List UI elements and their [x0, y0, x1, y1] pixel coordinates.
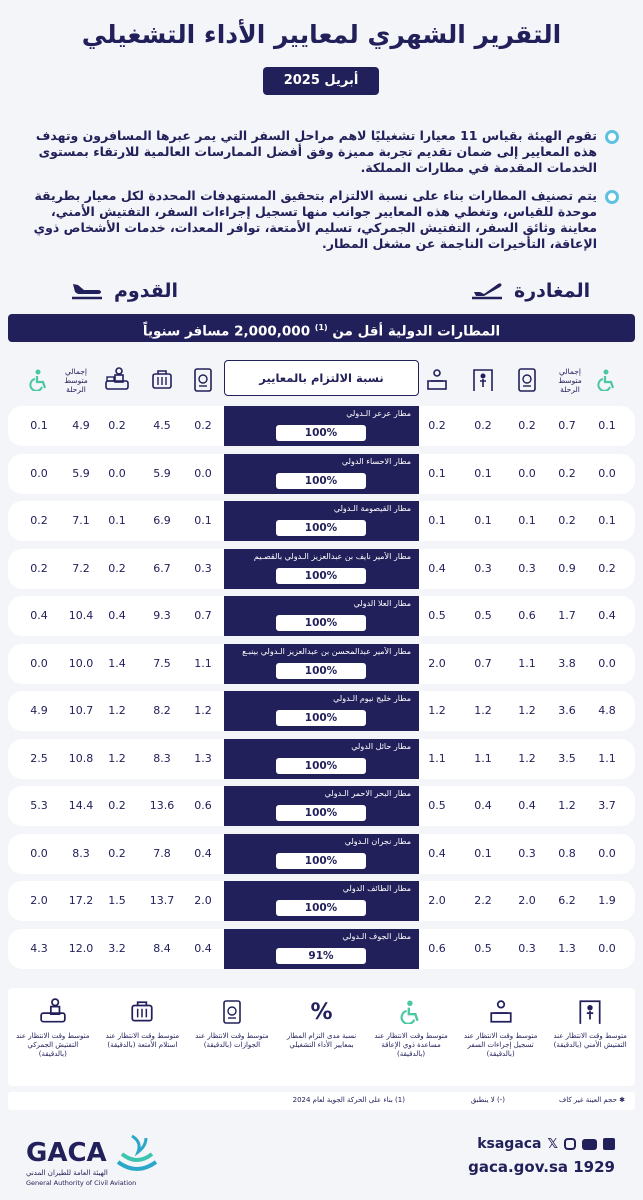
compliance-percentage: 100% — [276, 900, 366, 916]
compliance-percentage: 100% — [276, 520, 366, 536]
arr-wheelchair-header — [22, 360, 56, 400]
departure-value: 0.7 — [558, 419, 576, 432]
arrival-value: 1.1 — [194, 656, 212, 670]
departure-value: 1.1 — [428, 751, 446, 765]
arrival-value: 0.4 — [194, 941, 212, 955]
table-row — [8, 739, 635, 779]
arrival-value: 13.6 — [149, 799, 175, 812]
airport-cell — [224, 406, 419, 446]
legend-text: نسبة مدى التزام المطار بمعايير الأداء التشغيلي — [286, 1032, 357, 1049]
airport-cell — [224, 549, 419, 589]
departure-value: 0.4 — [474, 799, 492, 812]
airport-cell — [224, 644, 419, 684]
departure-value: 0.9 — [558, 561, 576, 575]
bullet-icon — [605, 190, 619, 204]
departure-value: 6.2 — [558, 894, 576, 907]
compliance-percentage: 100% — [276, 568, 366, 584]
departure-value: 3.8 — [558, 656, 576, 670]
legend-item — [461, 996, 541, 1059]
arrival-value: 3.2 — [108, 941, 126, 955]
departure-value: 3.7 — [598, 799, 616, 812]
compliance-percentage: 100% — [276, 805, 366, 821]
arrival-value: 6.9 — [153, 514, 171, 527]
airport-name: مطار الأمير نايف بن عبدالعزيز الـدولي بالقصـيم — [253, 551, 411, 561]
arrival-value: 0.2 — [30, 561, 48, 575]
legend-item — [550, 996, 630, 1050]
table-row — [8, 501, 635, 541]
arrival-value: 9.3 — [153, 609, 171, 622]
passport-icon — [192, 996, 272, 1028]
airport-name: مطار خليج نيوم الـدولي — [333, 694, 411, 703]
departure-value: 1.9 — [598, 894, 616, 907]
legend-item — [282, 996, 362, 1050]
legend-text: متوسط وقت الانتظار عند تسجيل إجراءات السفر (بالدقيقة) — [463, 1032, 538, 1058]
arrival-value: 10.7 — [68, 704, 94, 717]
departure-value: 0.6 — [428, 941, 446, 955]
departure-value: 0.2 — [474, 419, 492, 432]
arrival-value: 1.3 — [194, 751, 212, 765]
arrival-value: 7.5 — [153, 656, 171, 670]
departure-value: 0.1 — [474, 466, 492, 480]
compliance-percentage: 91% — [276, 948, 366, 964]
footer-contact — [468, 1136, 615, 1176]
wheelchair-icon — [371, 996, 451, 1028]
departure-value: 0.0 — [598, 846, 616, 860]
dep-passport-header — [510, 360, 544, 400]
departure-value: 0.2 — [518, 419, 536, 432]
arr-customs-header — [100, 360, 134, 400]
arrival-value: 0.0 — [108, 466, 126, 480]
arrival-value: 8.3 — [72, 846, 90, 860]
airport-cell — [224, 834, 419, 874]
compliance-percentage: 100% — [276, 663, 366, 679]
customs-icon — [104, 367, 130, 393]
security-icon — [471, 367, 495, 393]
arrival-value: 8.4 — [153, 941, 171, 955]
airport-cell — [224, 501, 419, 541]
arrival-value: 0.2 — [108, 846, 126, 860]
departure-value: 0.3 — [518, 561, 536, 575]
category-banner: المطارات الدولية أقل من $^{(1)}$ 2,000,000 مسافر سنوياً — [8, 314, 635, 342]
social-row: ksagaca 𝕏 — [468, 1136, 615, 1152]
arrival-value: 12.0 — [68, 941, 94, 955]
departure-value: 0.4 — [518, 799, 536, 812]
departure-value: 0.3 — [518, 941, 536, 955]
legend-text: متوسط وقت الانتظار عند التفتيش الجمركي (بالدقيقة) — [16, 1032, 90, 1058]
arrival-value: 1.2 — [194, 704, 212, 717]
airport-name: مطار القيصومة الـدولي — [333, 504, 411, 513]
bullet-icon — [605, 130, 619, 144]
departure-value: 0.2 — [428, 419, 446, 432]
departure-value: 1.1 — [598, 751, 616, 765]
legend-text: متوسط وقت الانتظار عند مساعدة ذوي الإعاقة (بالدقيقة) — [374, 1032, 448, 1058]
departure-value: 0.5 — [428, 609, 446, 622]
dep-wheelchair-header — [590, 360, 624, 400]
airport-name: مطار البحر الاحمر الـدولي — [324, 789, 411, 798]
legend-text: متوسط وقت الانتظار عند الجوازات (بالدقيقة) — [195, 1032, 269, 1049]
airport-name: مطار الأمير عبدالمحسن بن عبدالعزيز الـدولي بينبـع — [242, 646, 411, 656]
airport-cell — [224, 454, 419, 494]
table-row — [8, 454, 635, 494]
legend-panel — [8, 988, 635, 1086]
departure-value: 1.3 — [558, 941, 576, 955]
departure-value: 2.0 — [518, 894, 536, 907]
airport-cell — [224, 739, 419, 779]
arr-total-header: إجمالي متوسط الرحلة — [64, 366, 88, 394]
compliance-percentage: 100% — [276, 615, 366, 631]
table-row — [8, 596, 635, 636]
arrival-value: 10.0 — [68, 656, 94, 670]
arrival-value: 0.2 — [30, 514, 48, 527]
passport-icon — [516, 367, 538, 393]
airport-cell — [224, 596, 419, 636]
departure-value: 1.2 — [518, 751, 536, 765]
arrival-value: 5.9 — [153, 466, 171, 480]
arrival-value: 0.4 — [30, 609, 48, 622]
arrival-value: 4.9 — [30, 704, 48, 717]
arrival-value: 0.0 — [30, 656, 48, 670]
arrival-value: 13.7 — [149, 894, 175, 907]
note-na: (-) لا ينطبق — [470, 1096, 505, 1104]
airport-cell — [224, 881, 419, 921]
airport-name: مطار نجران الـدولي — [344, 836, 411, 846]
departure-value: 3.5 — [558, 751, 576, 765]
arrival-value: 0.2 — [108, 799, 126, 812]
departure-value: 0.1 — [598, 514, 616, 527]
arrival-value: 0.3 — [194, 561, 212, 575]
plane-takeoff-icon — [470, 280, 504, 302]
legend-item — [102, 996, 182, 1050]
notes-bar — [8, 1092, 635, 1110]
airport-name: مطار الطائف الدولي — [342, 884, 411, 893]
arrival-value: 0.4 — [108, 609, 126, 622]
instagram-icon[interactable] — [564, 1138, 576, 1150]
arrival-value: 1.5 — [108, 894, 126, 907]
gaca-emblem-icon — [112, 1132, 162, 1176]
departure-value: 0.4 — [428, 846, 446, 860]
baggage-icon — [102, 996, 182, 1028]
wheelchair-icon — [29, 369, 49, 391]
gaca-logo: GACA الهيئة العامة للطيران المدني General Authority of Civil Aviation — [26, 1138, 176, 1188]
departure-value: 0.6 — [518, 609, 536, 622]
airport-name: مطار الجوف الـدولي — [342, 931, 411, 941]
departure-value: 0.3 — [474, 561, 492, 575]
compliance-percentage: 100% — [276, 853, 366, 869]
airport-name: مطار العلا الدولي — [353, 599, 411, 608]
airport-name: مطار حائل الدولي — [351, 741, 411, 751]
arrival-value: 2.5 — [30, 751, 48, 765]
arrival-value: 0.0 — [194, 466, 212, 480]
percent-icon: % — [310, 999, 333, 1025]
departure-value: 2.0 — [428, 894, 446, 907]
arrival-value: 7.1 — [72, 514, 90, 527]
table-row — [8, 549, 635, 589]
departure-value: 3.6 — [558, 704, 576, 717]
checkin-icon — [461, 996, 541, 1028]
linkedin-icon[interactable] — [603, 1138, 615, 1150]
airport-cell — [224, 929, 419, 969]
arrival-value: 8.2 — [153, 704, 171, 717]
departure-value: 0.4 — [428, 561, 446, 575]
departure-value: 0.2 — [598, 561, 616, 575]
arrival-value: 8.3 — [153, 751, 171, 765]
departure-value: 0.5 — [474, 609, 492, 622]
table-row — [8, 644, 635, 684]
checkin-icon — [425, 368, 449, 392]
arrival-value: 5.9 — [72, 466, 90, 480]
arrival-value: 0.1 — [194, 514, 212, 527]
dep-checkin-header — [420, 360, 454, 400]
customs-icon — [13, 996, 93, 1028]
note-asterisk: ✱ حجم العينة غير كاف — [558, 1096, 625, 1104]
departure-value: 1.2 — [518, 704, 536, 717]
airport-cell — [224, 786, 419, 826]
youtube-icon[interactable] — [582, 1139, 597, 1150]
legend-item — [13, 996, 93, 1059]
compliance-percentage: 100% — [276, 710, 366, 726]
legend-item — [192, 996, 272, 1050]
departure-value: 2.0 — [428, 656, 446, 670]
note-traffic: (1) بناء على الحركة الجوية لعام 2024 — [292, 1096, 405, 1104]
arrival-value: 2.0 — [30, 894, 48, 907]
departure-value: 1.1 — [474, 751, 492, 765]
page-title: التقرير الشهري لمعايير الأداء التشغيلي — [81, 20, 562, 49]
arrival-value: 17.2 — [68, 894, 94, 907]
arrival-section-title: القدوم — [70, 280, 178, 302]
arrival-value: 1.4 — [108, 656, 126, 670]
departure-value: 0.0 — [518, 466, 536, 480]
departure-value: 0.2 — [558, 466, 576, 480]
legend-text: متوسط وقت الانتظار عند استلام الأمتعة (بالدقيقة) — [105, 1032, 180, 1049]
table-row — [8, 929, 635, 969]
departure-value: 1.2 — [474, 704, 492, 717]
airport-name: مطار الاحساء الدولي — [341, 456, 411, 466]
dep-security-header — [466, 360, 500, 400]
departure-value: 0.1 — [474, 514, 492, 527]
table-row — [8, 406, 635, 446]
month-badge: أبريل 2025 — [263, 67, 379, 95]
arrival-value: 7.2 — [72, 561, 90, 575]
table-row — [8, 786, 635, 826]
passport-icon — [192, 367, 214, 393]
legend-item — [371, 996, 451, 1059]
departure-value: 0.5 — [474, 941, 492, 955]
table-row — [8, 691, 635, 731]
wheelchair-icon — [597, 369, 617, 391]
departure-value: 0.1 — [598, 419, 616, 432]
arrival-value: 4.5 — [153, 419, 171, 432]
arrival-value: 4.9 — [72, 419, 90, 432]
arrival-value: 1.2 — [108, 704, 126, 717]
dep-total-header: إجمالي متوسط الرحلة — [558, 366, 582, 394]
website-link[interactable]: gaca.gov.sa 1929 — [468, 1158, 615, 1176]
arrival-value: 6.7 — [153, 561, 171, 575]
arrival-value: 0.1 — [30, 419, 48, 432]
departure-value: 0.8 — [558, 846, 576, 860]
arrival-value: 0.4 — [194, 846, 212, 860]
arrival-value: 10.4 — [68, 609, 94, 622]
arrival-value: 14.4 — [68, 799, 94, 812]
departure-value: 0.1 — [474, 846, 492, 860]
plane-landing-icon — [70, 280, 104, 302]
table-row — [8, 834, 635, 874]
departure-value: 1.2 — [428, 704, 446, 717]
legend-text: متوسط وقت الانتظار عند التفتيش الأمني (بالدقيقة) — [553, 1032, 627, 1049]
arrival-value: 7.8 — [153, 846, 171, 860]
departure-value: 0.0 — [598, 941, 616, 955]
baggage-icon — [150, 368, 174, 392]
departure-value: 0.0 — [598, 466, 616, 480]
compliance-percentage: 100% — [276, 758, 366, 774]
departure-value: 0.7 — [474, 656, 492, 670]
intro-paragraph-2: يتم تصنيف المطارات بناء على نسبة الالتزام بتحقيق المستهدفات المحددة لكل معيار بطريقة موحدة للقياس، وتغطي هذه المعايير جوانب منها تسجيل إجراءات السفر، التفتيش الأمني، معاينة وثائق السفر، التفتيش الجمركي، تسليم الأمتعة، توافر المعدات، خدمات الأشخاص ذوي الإعاقة، التأخيرات الناجمة عن مشغل المطار. — [29, 188, 619, 252]
x-icon[interactable]: 𝕏 — [547, 1136, 558, 1152]
arrival-value: 0.0 — [30, 466, 48, 480]
departure-value: 0.1 — [428, 466, 446, 480]
departure-value: 0.4 — [598, 609, 616, 622]
compliance-header: نسبة الالتزام بالمعايير — [224, 360, 419, 396]
departure-value: 0.1 — [518, 514, 536, 527]
arr-baggage-header — [145, 360, 179, 400]
arrival-value: 2.0 — [194, 894, 212, 907]
arrival-value: 10.8 — [68, 751, 94, 765]
departure-value: 1.7 — [558, 609, 576, 622]
arrival-value: 0.1 — [108, 514, 126, 527]
departure-value: 0.5 — [428, 799, 446, 812]
departure-value: 0.0 — [598, 656, 616, 670]
airport-cell — [224, 691, 419, 731]
arrival-value: 0.0 — [30, 846, 48, 860]
arrival-value: 0.2 — [108, 419, 126, 432]
departure-section-title: المغادرة — [470, 280, 590, 302]
departure-value: 1.1 — [518, 656, 536, 670]
intro-paragraph-1: تقوم الهيئة بقياس 11 معيارا تشغيليًا لاهم مراحل السفر التي يمر عبرها المسافرون وتهدف هذه المعايير إلى ضمان تقديم تجربة مميزة وفق أفضل الممارسات العالمية للارتقاء بمستوى الخدمات المقدمة في مطارات المملكة. — [29, 128, 619, 176]
table-row — [8, 881, 635, 921]
arrival-value: 0.6 — [194, 799, 212, 812]
arrival-value: 0.2 — [108, 561, 126, 575]
departure-value: 4.8 — [598, 704, 616, 717]
airport-name: مطار عرعر الـدولي — [346, 409, 411, 418]
arr-passport-header — [186, 360, 220, 400]
arrival-value: 0.2 — [194, 419, 212, 432]
compliance-percentage: 100% — [276, 473, 366, 489]
departure-value: 1.2 — [558, 799, 576, 812]
arrival-value: 5.3 — [30, 799, 48, 812]
departure-value: 0.2 — [558, 514, 576, 527]
arrival-value: 1.2 — [108, 751, 126, 765]
security-icon — [550, 996, 630, 1028]
departure-value: 0.1 — [428, 514, 446, 527]
compliance-percentage: 100% — [276, 425, 366, 441]
arrival-value: 4.3 — [30, 941, 48, 955]
departure-value: 0.3 — [518, 846, 536, 860]
departure-value: 2.2 — [474, 894, 492, 907]
arrival-value: 0.7 — [194, 609, 212, 622]
